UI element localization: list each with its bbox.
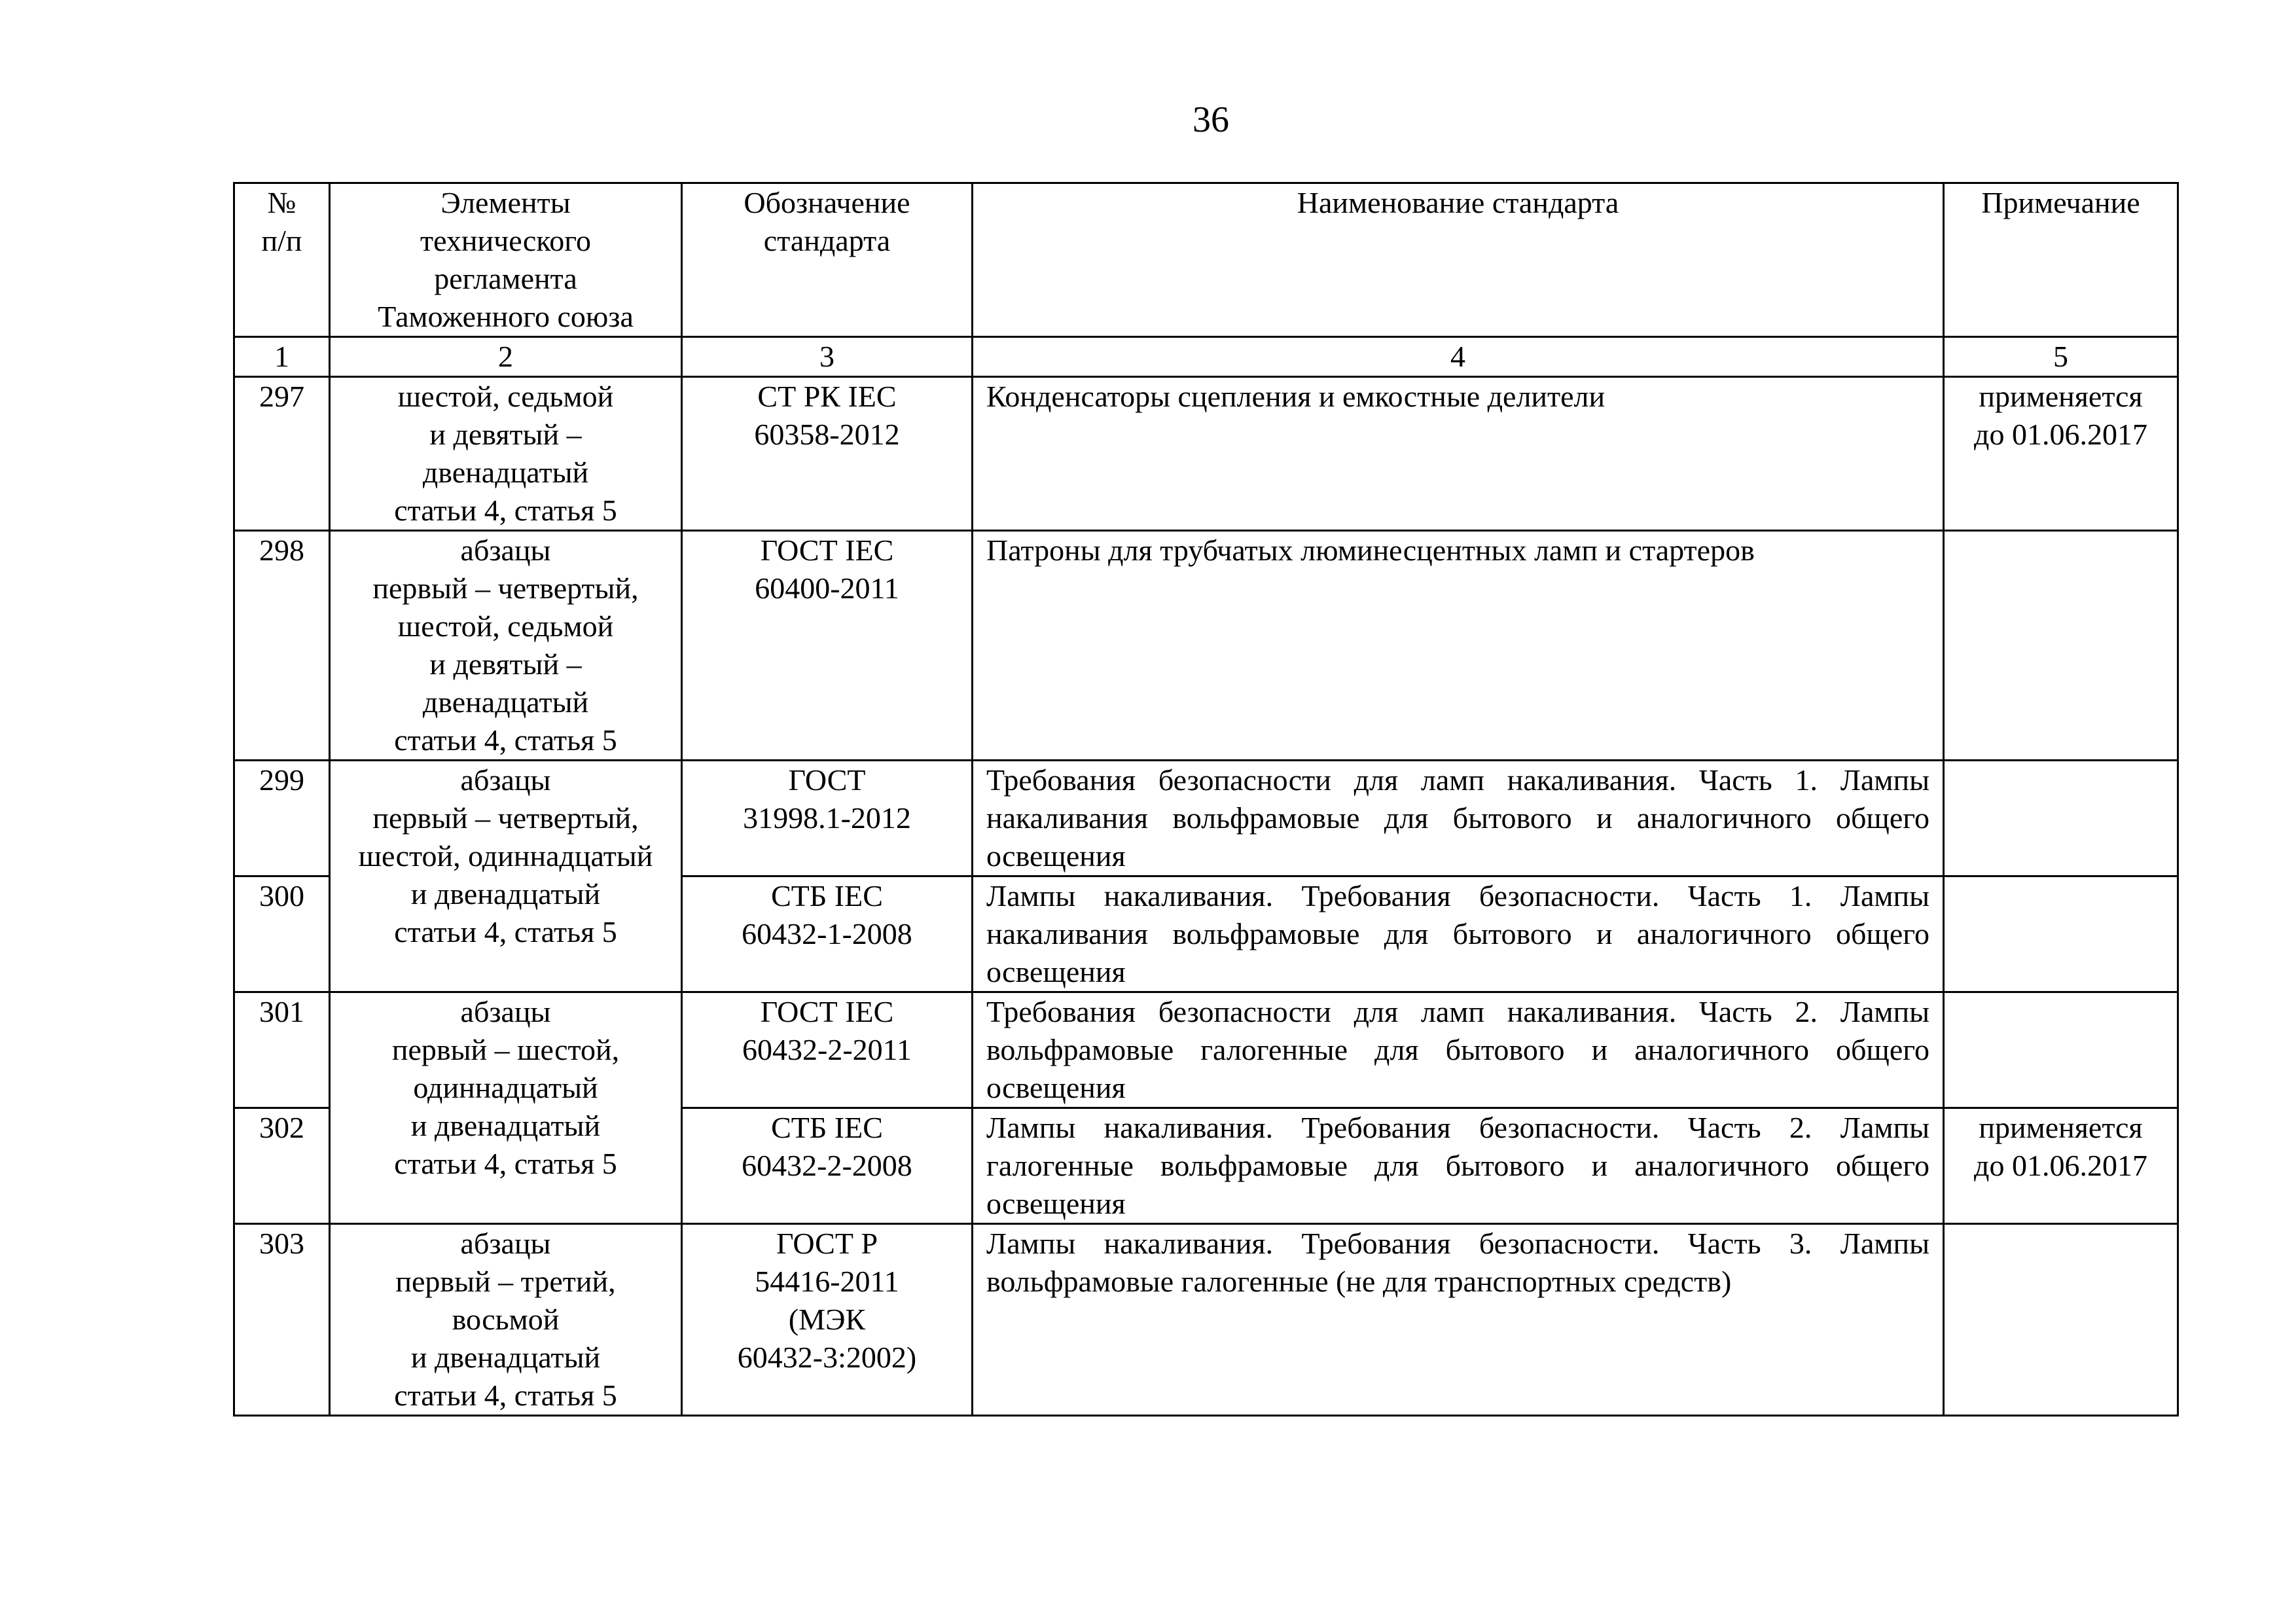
regulation-elements: шестой, седьмой и девятый – двенадцатый статьи 4, статья 5 <box>330 377 682 531</box>
note <box>1944 761 2178 876</box>
standard-designation: СТБ IEC 60432-1-2008 <box>682 876 973 992</box>
table-row <box>234 531 2178 761</box>
note <box>1944 876 2178 992</box>
standard-name: Патроны для трубчатых люминесцентных ламп и стартеров <box>973 531 1944 761</box>
note <box>1944 531 2178 761</box>
page-number: 36 <box>1193 99 1229 140</box>
standard-name: Лампы накаливания. Требования безопасности. Часть 2. Лампы галогенные вольфрамовые для бытового и аналогичного общего освещения <box>973 1108 1944 1224</box>
table-row <box>234 992 2178 1108</box>
regulation-elements: абзацы первый – четвертый, шестой, одиннадцатый и двенадцатый статьи 4, статья 5 <box>330 761 682 992</box>
column-number: 3 <box>682 337 973 377</box>
column-number: 5 <box>1944 337 2178 377</box>
standard-designation: ГОСТ IEC 60432-2-2011 <box>682 992 973 1108</box>
row-number: 297 <box>234 377 330 531</box>
note <box>1944 992 2178 1108</box>
standard-name: Лампы накаливания. Требования безопасности. Часть 1. Лампы накаливания вольфрамовые для бытового и аналогичного общего освещения <box>973 876 1944 992</box>
standard-name: Требования безопасности для ламп накаливания. Часть 1. Лампы накаливания вольфрамовые для бытового и аналогичного общего освещения <box>973 761 1944 876</box>
note <box>1944 1224 2178 1416</box>
table-row <box>234 377 2178 531</box>
table-row <box>234 761 2178 876</box>
note: применяется до 01.06.2017 <box>1944 1108 2178 1224</box>
header-regulation-elements: Элементы технического регламента Таможенного союза <box>330 183 682 337</box>
standards-table <box>233 182 2179 1416</box>
regulation-elements: абзацы первый – четвертый, шестой, седьмой и девятый – двенадцатый статьи 4, статья 5 <box>330 531 682 761</box>
header-standard-name: Наименование стандарта <box>973 183 1944 337</box>
column-number: 2 <box>330 337 682 377</box>
column-number: 1 <box>234 337 330 377</box>
standard-name: Лампы накаливания. Требования безопасности. Часть 3. Лампы вольфрамовые галогенные (не для транспортных средств) <box>973 1224 1944 1416</box>
row-number: 302 <box>234 1108 330 1224</box>
row-number: 303 <box>234 1224 330 1416</box>
standard-designation: ГОСТ Р 54416-2011 (МЭК 60432-3:2002) <box>682 1224 973 1416</box>
note: применяется до 01.06.2017 <box>1944 377 2178 531</box>
header-note: Примечание <box>1944 183 2178 337</box>
column-number: 4 <box>973 337 1944 377</box>
standard-name: Требования безопасности для ламп накаливания. Часть 2. Лампы вольфрамовые галогенные для бытового и аналогичного общего освещения <box>973 992 1944 1108</box>
column-number-row <box>234 337 2178 377</box>
standard-designation: ГОСТ IEC 60400-2011 <box>682 531 973 761</box>
standard-designation: ГОСТ 31998.1-2012 <box>682 761 973 876</box>
row-number: 301 <box>234 992 330 1108</box>
table-header-row <box>234 183 2178 337</box>
table-row <box>234 1224 2178 1416</box>
header-number: № п/п <box>234 183 330 337</box>
standard-name: Конденсаторы сцепления и емкостные делители <box>973 377 1944 531</box>
regulation-elements: абзацы первый – третий, восьмой и двенадцатый статьи 4, статья 5 <box>330 1224 682 1416</box>
row-number: 298 <box>234 531 330 761</box>
regulation-elements: абзацы первый – шестой, одиннадцатый и двенадцатый статьи 4, статья 5 <box>330 992 682 1224</box>
header-standard-designation: Обозначение стандарта <box>682 183 973 337</box>
row-number: 299 <box>234 761 330 876</box>
row-number: 300 <box>234 876 330 992</box>
standard-designation: СТ РК IEC 60358-2012 <box>682 377 973 531</box>
standard-designation: СТБ IEC 60432-2-2008 <box>682 1108 973 1224</box>
